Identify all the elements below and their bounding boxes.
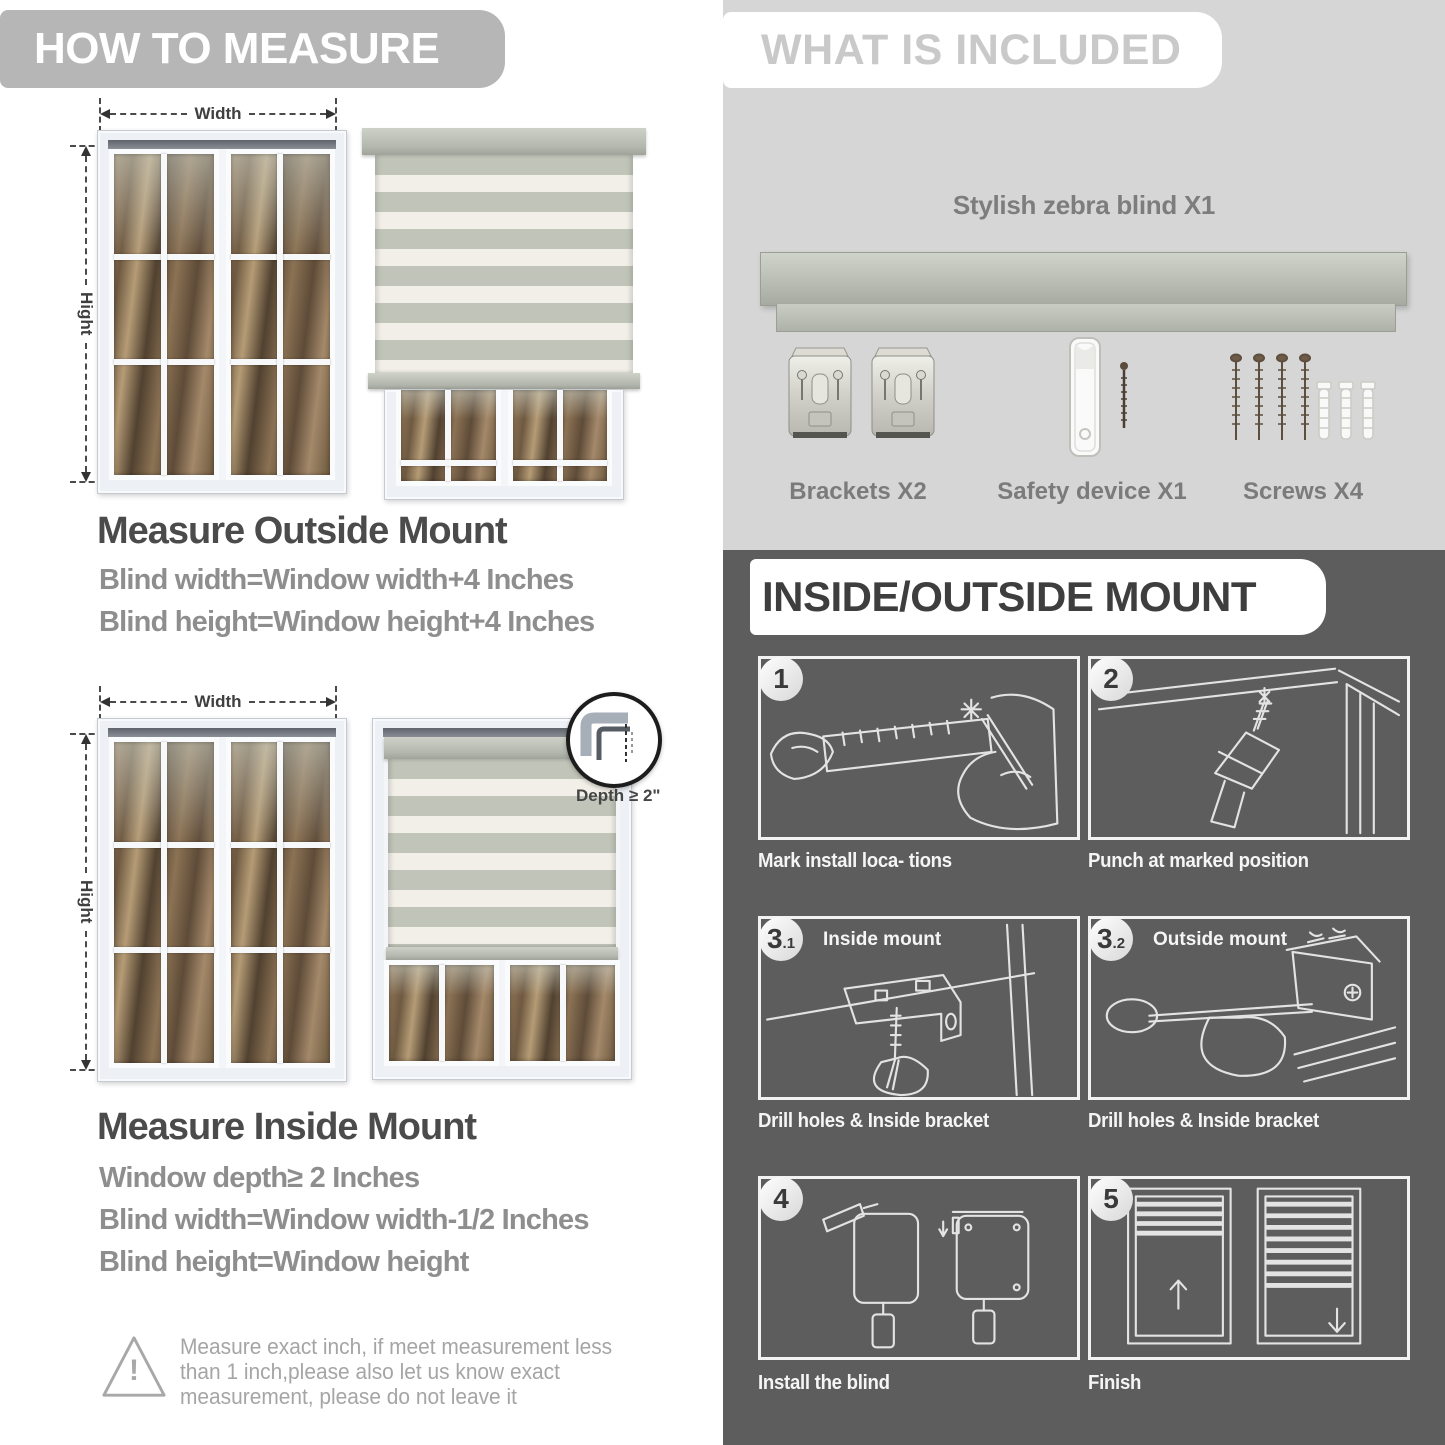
outside-formula-height: Blind height=Window height+4 Inches <box>99 606 595 638</box>
arrow-left-icon <box>100 109 110 119</box>
height-dimension-outside <box>78 146 94 482</box>
safety-device-icon <box>1062 334 1142 462</box>
inside-mount-title: Measure Inside Mount <box>97 1106 477 1148</box>
step5-caption: Finish <box>1088 1372 1142 1394</box>
step5-illustration <box>1091 1179 1407 1357</box>
step3-2-caption: Drill holes & Inside bracket <box>1088 1110 1319 1132</box>
window-top-recess <box>108 728 336 737</box>
warning-line: measurement, please do not leave it <box>180 1384 517 1409</box>
arrow-right-icon <box>326 697 336 707</box>
arrow-left-icon <box>100 697 110 707</box>
brackets-icon <box>784 344 939 450</box>
width-dimension-inside <box>100 694 336 710</box>
step1-illustration <box>761 659 1077 837</box>
step2-badge: 2 <box>1089 657 1133 701</box>
inside-outside-mount-header: INSIDE/OUTSIDE MOUNT <box>750 559 1326 635</box>
brackets-label: Brackets X2 <box>789 478 927 505</box>
window-top-recess <box>108 140 336 149</box>
step3-2-panel <box>1088 916 1410 1100</box>
blind-headrail <box>362 128 646 155</box>
window-sash-left <box>396 390 501 486</box>
step3-2-title: Outside mount <box>1153 929 1288 950</box>
height-label: Hight <box>77 292 96 336</box>
window-sash-left <box>109 149 219 480</box>
depth-label: Depth ≥ 2" <box>576 786 661 805</box>
outside-mount-title: Measure Outside Mount <box>97 510 507 552</box>
inside-formula-width: Blind width=Window width-1/2 Inches <box>99 1204 589 1236</box>
blind-fabric-stripes <box>375 155 633 373</box>
warning-triangle-icon <box>100 1330 168 1404</box>
zebra-blind-outside <box>362 128 646 500</box>
width-label: Width <box>194 692 242 711</box>
screws-label: Screws X4 <box>1242 478 1364 505</box>
width-label: Width <box>194 104 242 123</box>
warning-line: Measure exact inch, if meet measurement less <box>180 1334 613 1359</box>
step4-caption: Install the blind <box>758 1372 890 1394</box>
step1-badge: 1 <box>759 657 803 701</box>
height-label: Hight <box>77 880 96 924</box>
window-photo-inside <box>97 718 347 1082</box>
blind-bottomrail <box>368 373 640 389</box>
outside-formula-width: Blind width=Window width+4 Inches <box>99 564 574 596</box>
inside-formula-depth: Window depth≥ 2 Inches <box>99 1162 420 1194</box>
step1-caption: Mark install loca- tions <box>758 850 952 872</box>
window-sash-right <box>508 390 613 486</box>
window-sash-right <box>226 737 336 1068</box>
arrow-up-icon <box>81 146 91 156</box>
step2-caption: Punch at marked position <box>1088 850 1309 872</box>
step3-1-caption: Drill holes & Inside bracket <box>758 1110 989 1132</box>
how-to-measure-header: HOW TO MEASURE <box>0 10 505 88</box>
arrow-down-icon <box>81 1060 91 1070</box>
step4-badge: 4 <box>759 1177 803 1221</box>
what-is-included-header: WHAT IS INCLUDED <box>723 12 1222 88</box>
window-sash-left <box>384 960 499 1066</box>
step5-badge: 5 <box>1089 1177 1133 1221</box>
warning-exclamation: ! <box>129 1354 139 1387</box>
blind-headrail-lower-bar <box>776 304 1396 332</box>
step4-illustration <box>761 1179 1077 1357</box>
window-sash-right <box>226 149 336 480</box>
height-dimension-inside <box>78 734 94 1070</box>
warning-text <box>180 1334 635 1409</box>
inside-formula-height: Blind height=Window height <box>99 1246 469 1278</box>
mount-section <box>723 550 1445 1445</box>
step1-panel <box>758 656 1080 840</box>
step2-illustration <box>1091 659 1407 837</box>
safety-device-label: Safety device X1 <box>997 478 1187 505</box>
step4-panel <box>758 1176 1080 1360</box>
blind-bottomrail <box>386 947 618 960</box>
width-dimension-outside <box>100 106 336 122</box>
blind-headrail-photo <box>760 252 1407 306</box>
screws-icon <box>1228 348 1384 452</box>
warning-line: than 1 inch,please also let us know exact <box>180 1359 560 1384</box>
product-label: Stylish zebra blind X1 <box>952 190 1216 220</box>
window-photo-outside <box>97 130 347 494</box>
step5-panel <box>1088 1176 1410 1360</box>
window-sash-left <box>109 737 219 1068</box>
window-sash-right <box>505 960 620 1066</box>
step2-panel <box>1088 656 1410 840</box>
arrow-right-icon <box>326 109 336 119</box>
step3-1-panel <box>758 916 1080 1100</box>
window-below-blind <box>384 389 624 500</box>
arrow-down-icon <box>81 472 91 482</box>
step3-1-title: Inside mount <box>823 929 942 950</box>
step3-2-badge: 3 .2 <box>1089 917 1133 961</box>
window-corner-zoom <box>570 696 658 784</box>
depth-magnifier <box>566 692 662 788</box>
arrow-up-icon <box>81 734 91 744</box>
step3-1-badge: 3 .1 <box>759 917 803 961</box>
